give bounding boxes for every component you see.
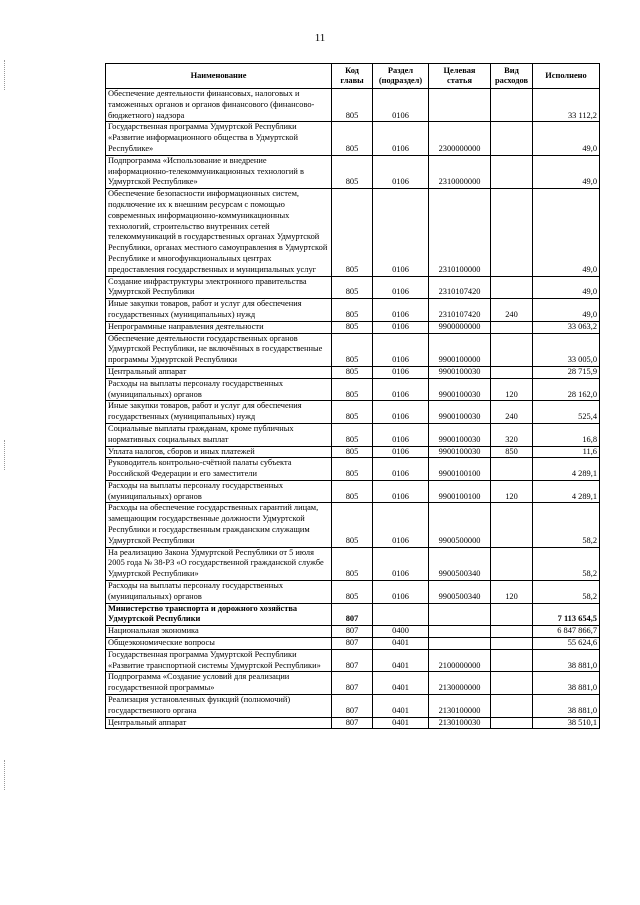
row-target-cell: 2310100000 <box>429 189 491 276</box>
row-value-cell: 49,0 <box>533 189 600 276</box>
row-section-cell: 0106 <box>373 503 429 547</box>
table-row <box>106 446 600 458</box>
row-code-cell: 807 <box>332 717 373 729</box>
row-code-cell: 805 <box>332 480 373 503</box>
row-name-cell: Министерство транспорта и дорожного хозяйства Удмуртской Республики <box>106 603 332 626</box>
table-row <box>106 89 600 122</box>
row-section-cell: 0106 <box>373 189 429 276</box>
row-code-cell: 805 <box>332 401 373 424</box>
row-type-cell <box>491 695 533 718</box>
left-edge-mark <box>4 760 6 790</box>
row-value-cell: 58,2 <box>533 547 600 580</box>
table-row <box>106 333 600 366</box>
row-name-cell: Иные закупки товаров, работ и услуг для обеспечения государственных (муниципальных) нужд <box>106 401 332 424</box>
row-target-cell: 9900500340 <box>429 581 491 604</box>
row-target-cell: 9900100100 <box>429 480 491 503</box>
row-target-cell <box>429 626 491 638</box>
header-code: Код главы <box>332 64 373 89</box>
table-row <box>106 603 600 626</box>
row-type-cell <box>491 89 533 122</box>
row-section-cell: 0106 <box>373 401 429 424</box>
row-type-cell <box>491 672 533 695</box>
row-type-cell <box>491 333 533 366</box>
row-name-cell: Расходы на выплаты персоналу государственных (муниципальных) органов <box>106 378 332 401</box>
left-edge-mark <box>4 60 6 90</box>
row-name-cell: Создание инфраструктуры электронного правительства Удмуртской Республики <box>106 276 332 299</box>
row-target-cell: 9900000000 <box>429 321 491 333</box>
row-value-cell: 28 162,0 <box>533 378 600 401</box>
table-row <box>106 638 600 650</box>
row-code-cell: 807 <box>332 626 373 638</box>
row-target-cell <box>429 89 491 122</box>
row-code-cell: 805 <box>332 155 373 188</box>
row-section-cell: 0106 <box>373 458 429 481</box>
row-name-cell: Расходы на выплаты персоналу государственных (муниципальных) органов <box>106 480 332 503</box>
row-type-cell <box>491 626 533 638</box>
row-code-cell: 805 <box>332 423 373 446</box>
row-name-cell: На реализацию Закона Удмуртской Республики от 5 июля 2005 года № 38-РЗ «О государственной гражданской службе Удмуртской Республики» <box>106 547 332 580</box>
row-target-cell: 2310107420 <box>429 299 491 322</box>
row-target-cell: 9900100000 <box>429 333 491 366</box>
table-row <box>106 672 600 695</box>
row-section-cell: 0401 <box>373 649 429 672</box>
row-name-cell: Расходы на обеспечение государственных гарантий лицам, замещающим государственные должности Удмуртской Республики и государственным гражданским служащим Удмуртской Республики <box>106 503 332 547</box>
expenditure-table <box>105 63 600 729</box>
row-target-cell: 2310000000 <box>429 155 491 188</box>
row-name-cell: Расходы на выплаты персоналу государственных (муниципальных) органов <box>106 581 332 604</box>
row-section-cell: 0106 <box>373 89 429 122</box>
table-row <box>106 547 600 580</box>
row-value-cell: 28 715,9 <box>533 366 600 378</box>
table-row <box>106 695 600 718</box>
header-type: Вид расходов <box>491 64 533 89</box>
table-row <box>106 717 600 729</box>
row-name-cell: Государственная программа Удмуртской Республики «Развитие транспортной системы Удмуртской Республики» <box>106 649 332 672</box>
row-target-cell: 9900100030 <box>429 366 491 378</box>
table-row <box>106 299 600 322</box>
row-name-cell: Центральный аппарат <box>106 717 332 729</box>
row-name-cell: Руководитель контрольно-счётной палаты субъекта Российской Федерации и его заместители <box>106 458 332 481</box>
table-row <box>106 458 600 481</box>
row-target-cell: 2130100000 <box>429 695 491 718</box>
row-section-cell: 0106 <box>373 321 429 333</box>
row-name-cell: Уплата налогов, сборов и иных платежей <box>106 446 332 458</box>
row-type-cell <box>491 638 533 650</box>
row-value-cell: 58,2 <box>533 581 600 604</box>
table-row <box>106 366 600 378</box>
row-type-cell <box>491 503 533 547</box>
row-type-cell: 120 <box>491 378 533 401</box>
header-executed: Исполнено <box>533 64 600 89</box>
table-row <box>106 122 600 155</box>
header-section: Раздел (подраздел) <box>373 64 429 89</box>
row-section-cell: 0106 <box>373 333 429 366</box>
row-section-cell: 0106 <box>373 446 429 458</box>
row-section-cell: 0106 <box>373 423 429 446</box>
row-section-cell: 0106 <box>373 299 429 322</box>
row-type-cell: 120 <box>491 480 533 503</box>
row-code-cell: 807 <box>332 638 373 650</box>
row-target-cell: 9900100030 <box>429 446 491 458</box>
row-section-cell: 0106 <box>373 155 429 188</box>
row-value-cell: 11,6 <box>533 446 600 458</box>
row-type-cell: 240 <box>491 299 533 322</box>
row-name-cell: Подпрограмма «Создание условий для реализации государственной программы» <box>106 672 332 695</box>
row-value-cell: 525,4 <box>533 401 600 424</box>
row-value-cell: 38 881,0 <box>533 695 600 718</box>
row-target-cell <box>429 603 491 626</box>
row-section-cell: 0106 <box>373 480 429 503</box>
row-value-cell: 49,0 <box>533 299 600 322</box>
row-type-cell <box>491 458 533 481</box>
row-section-cell: 0401 <box>373 638 429 650</box>
row-name-cell: Социальные выплаты гражданам, кроме публичных нормативных социальных выплат <box>106 423 332 446</box>
row-value-cell: 58,2 <box>533 503 600 547</box>
row-target-cell: 2130100030 <box>429 717 491 729</box>
row-section-cell: 0106 <box>373 122 429 155</box>
page-number: 11 <box>314 32 326 44</box>
row-value-cell: 16,8 <box>533 423 600 446</box>
table-row <box>106 626 600 638</box>
row-type-cell <box>491 366 533 378</box>
row-section-cell: 0106 <box>373 581 429 604</box>
row-name-cell: Обеспечение безопасности информационных систем, подключение их к внешним ресурсам с помощью современных информационно-коммуникационных технологий, строительство внутренних сетей телекоммуникаций в государственных органах Удмуртской Республики, органах местного самоуправления в Удмуртской Республике и многофункциональных центрах предоставления государственных и муниципальных услуг <box>106 189 332 276</box>
header-target: Целевая статья <box>429 64 491 89</box>
row-target-cell: 2130000000 <box>429 672 491 695</box>
row-code-cell: 805 <box>332 366 373 378</box>
row-section-cell: 0106 <box>373 378 429 401</box>
row-value-cell: 7 113 654,5 <box>533 603 600 626</box>
row-name-cell: Обеспечение деятельности государственных органов Удмуртской Республики, не включённых в государственные программы Удмуртской Республики <box>106 333 332 366</box>
row-value-cell: 33 112,2 <box>533 89 600 122</box>
row-name-cell: Центральный аппарат <box>106 366 332 378</box>
row-type-cell <box>491 155 533 188</box>
row-section-cell: 0106 <box>373 366 429 378</box>
table-header-row <box>106 64 600 89</box>
table-row <box>106 155 600 188</box>
row-type-cell <box>491 717 533 729</box>
row-target-cell: 2100000000 <box>429 649 491 672</box>
row-target-cell: 2310107420 <box>429 276 491 299</box>
row-code-cell: 805 <box>332 299 373 322</box>
row-type-cell: 850 <box>491 446 533 458</box>
row-name-cell: Реализация установленных функций (полномочий) государственного органа <box>106 695 332 718</box>
row-value-cell: 38 510,1 <box>533 717 600 729</box>
row-value-cell: 49,0 <box>533 155 600 188</box>
table-row <box>106 189 600 276</box>
row-target-cell: 9900500340 <box>429 547 491 580</box>
row-code-cell: 805 <box>332 581 373 604</box>
row-code-cell: 805 <box>332 333 373 366</box>
row-type-cell <box>491 649 533 672</box>
row-code-cell: 805 <box>332 378 373 401</box>
row-type-cell <box>491 603 533 626</box>
table-row <box>106 480 600 503</box>
row-type-cell: 240 <box>491 401 533 424</box>
table-row <box>106 581 600 604</box>
header-name: Наименование <box>106 64 332 89</box>
row-type-cell <box>491 276 533 299</box>
row-type-cell: 120 <box>491 581 533 604</box>
row-value-cell: 33 063,2 <box>533 321 600 333</box>
table-row <box>106 276 600 299</box>
row-section-cell: 0400 <box>373 626 429 638</box>
row-value-cell: 6 847 866,7 <box>533 626 600 638</box>
row-value-cell: 49,0 <box>533 276 600 299</box>
row-name-cell: Государственная программа Удмуртской Республики «Развитие информационного общества в Удмуртской Республике» <box>106 122 332 155</box>
row-type-cell <box>491 189 533 276</box>
row-value-cell: 55 624,6 <box>533 638 600 650</box>
row-section-cell: 0401 <box>373 717 429 729</box>
row-target-cell: 9900100030 <box>429 401 491 424</box>
row-target-cell: 9900100030 <box>429 423 491 446</box>
row-code-cell: 807 <box>332 672 373 695</box>
table-row <box>106 649 600 672</box>
table-row <box>106 321 600 333</box>
row-target-cell: 9900100030 <box>429 378 491 401</box>
row-name-cell: Подпрограмма «Использование и внедрение информационно-телекоммуникационных технологий в Удмуртской Республике» <box>106 155 332 188</box>
row-name-cell: Национальная экономика <box>106 626 332 638</box>
row-code-cell: 805 <box>332 458 373 481</box>
row-code-cell: 805 <box>332 446 373 458</box>
row-target-cell: 9900100100 <box>429 458 491 481</box>
row-value-cell: 4 289,1 <box>533 458 600 481</box>
table-row <box>106 378 600 401</box>
row-code-cell: 807 <box>332 649 373 672</box>
row-section-cell: 0106 <box>373 547 429 580</box>
row-value-cell: 38 881,0 <box>533 672 600 695</box>
row-value-cell: 38 881,0 <box>533 649 600 672</box>
row-type-cell <box>491 547 533 580</box>
row-value-cell: 33 005,0 <box>533 333 600 366</box>
row-code-cell: 807 <box>332 695 373 718</box>
row-name-cell: Обеспечение деятельности финансовых, налоговых и таможенных органов и органов финансового (финансово-бюджетного) надзора <box>106 89 332 122</box>
table-body <box>106 89 600 729</box>
row-name-cell: Иные закупки товаров, работ и услуг для обеспечения государственных (муниципальных) нужд <box>106 299 332 322</box>
row-code-cell: 805 <box>332 547 373 580</box>
row-target-cell: 2300000000 <box>429 122 491 155</box>
row-name-cell: Общеэкономические вопросы <box>106 638 332 650</box>
row-section-cell: 0401 <box>373 695 429 718</box>
table-row <box>106 401 600 424</box>
row-code-cell: 805 <box>332 321 373 333</box>
row-code-cell: 805 <box>332 89 373 122</box>
row-value-cell: 49,0 <box>533 122 600 155</box>
row-code-cell: 805 <box>332 276 373 299</box>
row-type-cell <box>491 122 533 155</box>
row-target-cell: 9900500000 <box>429 503 491 547</box>
row-code-cell: 807 <box>332 603 373 626</box>
row-name-cell: Непрограммные направления деятельности <box>106 321 332 333</box>
row-value-cell: 4 289,1 <box>533 480 600 503</box>
row-target-cell <box>429 638 491 650</box>
table-row <box>106 503 600 547</box>
row-type-cell <box>491 321 533 333</box>
row-section-cell: 0401 <box>373 672 429 695</box>
left-edge-mark <box>4 440 6 470</box>
row-section-cell <box>373 603 429 626</box>
row-code-cell: 805 <box>332 189 373 276</box>
row-type-cell: 320 <box>491 423 533 446</box>
row-section-cell: 0106 <box>373 276 429 299</box>
row-code-cell: 805 <box>332 122 373 155</box>
row-code-cell: 805 <box>332 503 373 547</box>
table-row <box>106 423 600 446</box>
